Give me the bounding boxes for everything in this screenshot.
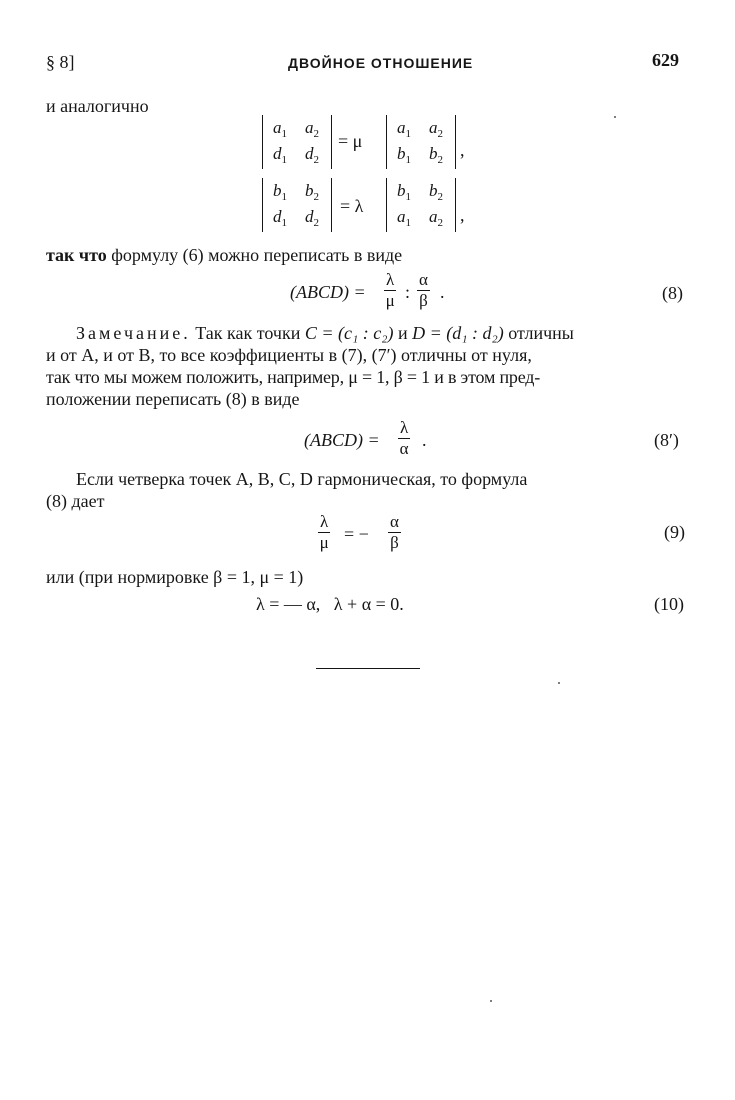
- normalization-line: или (при нормировке β = 1, μ = 1): [46, 567, 304, 587]
- harmonic-line-1: Если четверка точек A, B, C, D гармоническая, то формула: [76, 469, 528, 489]
- remark-line-1: Замечание. Так как точки C = (c₁ : c₂) и D = (d₁ : d₂) отличны: [76, 323, 574, 343]
- fraction-lambda-alpha: $\frac{\lambda}{\alpha}$: [399, 418, 409, 458]
- remark-line-4: положении переписать (8) в виде: [46, 389, 300, 409]
- determinant-left-2: $b_1$ $b_2$ $d_1$ $d_2$: [262, 178, 332, 232]
- equation-number-10: (10): [654, 594, 684, 614]
- scan-speck: [614, 116, 616, 118]
- equation-number-8-prime: (8′): [654, 430, 679, 450]
- fraction-alpha-beta: $\frac{\alpha}{\beta}$: [419, 270, 428, 310]
- determinant-right-1: $a_1$ $a_2$ $b_1$ $b_2$: [386, 115, 456, 169]
- equation-number-8: (8): [662, 283, 683, 303]
- scan-speck: [490, 1000, 492, 1002]
- remark-line-3: так что мы можем положить, например, μ = 1, β = 1 и в этом пред-: [46, 367, 540, 387]
- remark-label: Замечание.: [76, 323, 191, 343]
- determinant-left-1: $a_1$ $a_2$ $d_1$ $d_2$: [262, 115, 332, 169]
- fraction-lambda-mu: $\frac{\lambda}{\mu}$: [385, 270, 395, 310]
- coefficient-lambda: = λ: [340, 196, 364, 216]
- remark-line-2: и от A, и от B, то все коэффициенты в (7), (7′) отличны от нуля,: [46, 345, 532, 365]
- equation-number-9: (9): [664, 522, 685, 542]
- section-end-rule: [316, 668, 420, 669]
- fraction-alpha-beta-9: $\frac{\alpha}{\beta}$: [390, 512, 399, 552]
- scan-speck: [558, 682, 560, 684]
- section-marker: § 8]: [46, 52, 75, 72]
- running-title: ДВОЙНОЕ ОТНОШЕНИЕ: [288, 55, 474, 71]
- rewrite-sentence: так что формулу (6) можно переписать в виде: [46, 245, 403, 265]
- page-number: 629: [652, 50, 679, 70]
- fraction-lambda-mu-9: $\frac{\lambda}{\mu}$: [319, 512, 329, 552]
- determinant-right-2: $b_1$ $b_2$ $a_1$ $a_2$: [386, 178, 456, 232]
- coefficient-mu: = μ: [338, 131, 363, 151]
- intro-text: и аналогично: [46, 96, 149, 116]
- harmonic-line-2: (8) дает: [46, 491, 105, 511]
